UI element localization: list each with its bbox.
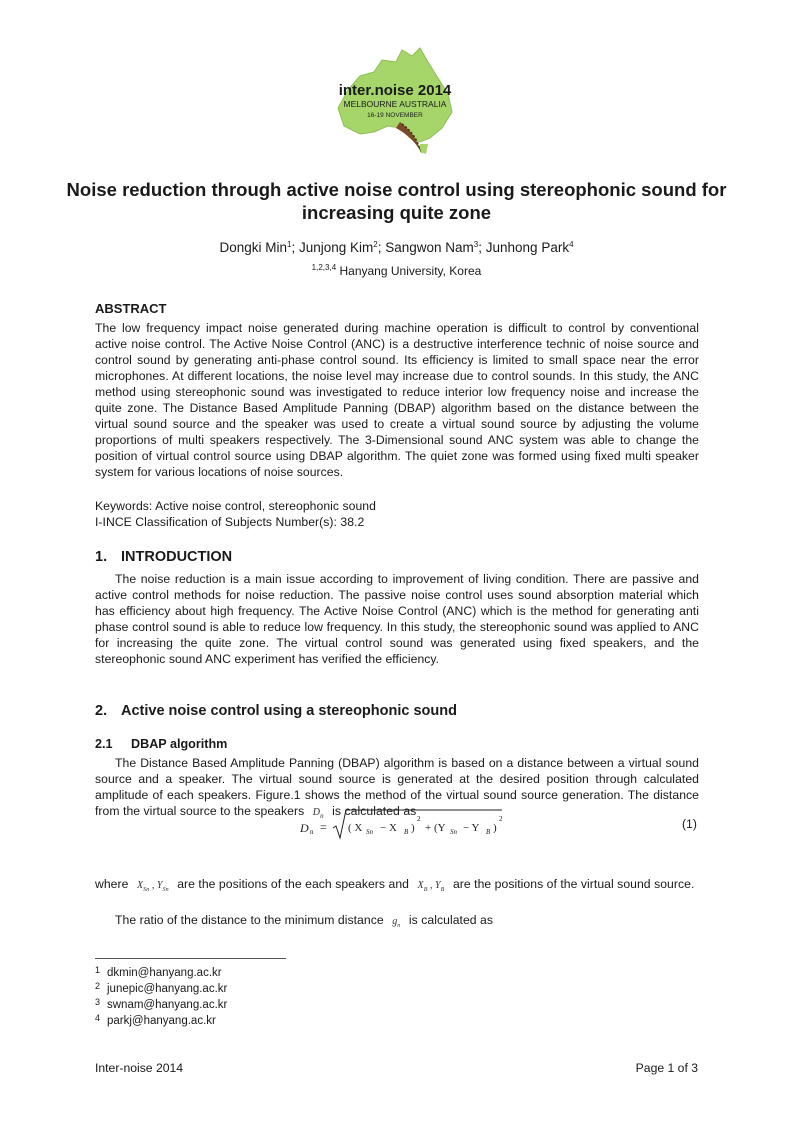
svg-text:2: 2 <box>499 815 503 823</box>
author-name: Sangwon Nam <box>385 240 474 255</box>
symbol-dn: $D_n$ <box>312 807 324 820</box>
equation-1 <box>300 806 510 847</box>
ratio-text: The ratio of the distance to the minimum distance <box>115 913 384 927</box>
symbol-xsn-ysn: $X_{Sn}$ , $Y_{Sn}$ <box>131 880 169 893</box>
section-title: INTRODUCTION <box>121 549 233 565</box>
svg-text:+ (Y: + (Y <box>425 822 446 834</box>
footer-page-number: Page 1 of 3 <box>635 1061 698 1075</box>
footnote-3: 3 swnam@hanyang.ac.kr <box>95 997 228 1011</box>
affiliation-text: Hanyang University, Korea <box>339 264 482 278</box>
section-number: 2. <box>95 703 108 719</box>
affiliation-sup: 1,2,3,4 <box>311 263 337 272</box>
dbap-text: The Distance Based Amplitude Panning (DBAP) algorithm is based on a distance between a virtual sound source and a speaker. The virtual sound source is generated at the desired position through calculated amplitude of each speakers. Figure.1 shows the method of the virtual sound source generation. The distance from the virtual source to the speakers <box>95 756 699 818</box>
conference-logo <box>330 42 460 162</box>
svg-text:B: B <box>486 828 491 836</box>
symbol-xb-yb: $X_B$ , $Y_B$ <box>412 880 445 893</box>
svg-text:): ) <box>493 822 497 834</box>
section-title: Active noise control using a stereophonic sound <box>121 703 457 719</box>
where-text: are the positions of the each speakers and <box>177 877 409 891</box>
author-name: Dongki Min <box>219 240 287 255</box>
author-sup: 4 <box>569 240 574 249</box>
svg-text:− X: − X <box>380 822 397 834</box>
footnote-email[interactable]: junepic@hanyang.ac.kr <box>107 983 228 995</box>
svg-text:B: B <box>404 828 409 836</box>
logo-dates: 16-19 NOVEMBER <box>367 112 423 119</box>
svg-text:( X: ( X <box>348 822 363 834</box>
subsection-title: DBAP algorithm <box>131 737 228 751</box>
svg-text:− Y: − Y <box>463 822 480 834</box>
svg-text:Sn: Sn <box>366 828 373 836</box>
section-heading-anc-stereo <box>95 703 457 719</box>
footnote-4: 4 parkj@hanyang.ac.kr <box>95 1013 216 1027</box>
footnote-email[interactable]: parkj@hanyang.ac.kr <box>107 1015 216 1027</box>
australia-map-icon <box>330 42 460 162</box>
ratio-paragraph <box>95 912 699 934</box>
equation-graphic <box>300 806 510 842</box>
author-sup: 1 <box>287 240 292 249</box>
footnote-email[interactable]: dkmin@hanyang.ac.kr <box>107 967 222 979</box>
subsection-heading-dbap <box>95 737 227 751</box>
footnote-divider <box>95 958 286 959</box>
where-text: where <box>95 877 129 891</box>
where-text: are the positions of the virtual sound source. <box>452 877 695 891</box>
footnote-2: 2 junepic@hanyang.ac.kr <box>95 981 228 995</box>
symbol-gn: $g_n$ <box>392 916 401 929</box>
abstract-text: The low frequency impact noise generated during machine operation is difficult to control by conventional active noise control. The Active Noise Control (ANC) is a destructive interference technic of noise source and control sound by generating anti-phase control sound. Its efficiency is limited to small space near the error microphones. At different locations, the noise level may increase due to control sounds. In this study, the ANC method using stereophonic sound was investigated to reduce interior low frequency noise and increase the quite zone. The Distance Based Amplitude Panning (DBAP) algorithm based on the distance between the virtual sound source and the speaker was used to create a virtual sound source by adjusting the volume proportions of multi speakers respectively. The 3-Dimensional sound ANC system was able to change the position of virtual control source using DBAP algorithm. The quiet zone was formed using fixed multi speaker system for various locations of noise sources. <box>95 321 699 479</box>
subsection-number: 2.1 <box>95 737 113 751</box>
classification: I-INCE Classification of Subjects Number(s): 38.2 <box>95 515 365 529</box>
svg-text:): ) <box>411 822 415 834</box>
author-sup: 3 <box>473 240 479 249</box>
dbap-text-end: is calculated as <box>332 804 417 818</box>
footnote-1: 1 dkmin@hanyang.ac.kr <box>95 965 222 979</box>
footer-conference: Inter-noise 2014 <box>95 1061 184 1075</box>
svg-text:D: D <box>300 821 309 835</box>
logo-location: MELBOURNE AUSTRALIA <box>343 99 447 109</box>
section-number: 1. <box>95 549 108 565</box>
svg-text:n: n <box>310 828 314 836</box>
section-heading-introduction <box>95 549 232 565</box>
introduction-text: The noise reduction is a main issue according to improvement of living condition. There are passive and active control methods for noise reduction. The passive noise control uses sound absorption material which has efficiency about high frequency. The Active Noise Control (ANC) which is the method for generating anti phase control sound is able to reduce low frequency. In this study, the stereophonic sound was applied to ANC for increasing the quite zone. The virtual control sound was generated using fixed speakers, and the stereophonic sound ANC experiment has verified the efficiency. <box>95 572 699 666</box>
abstract-heading: ABSTRACT <box>95 301 167 316</box>
svg-text:2: 2 <box>417 815 421 823</box>
svg-text:Sn: Sn <box>450 828 457 836</box>
equation-number: (1) <box>682 817 697 831</box>
paper-title: Noise reduction through active noise control using stereophonic sound for increasing quite zone <box>66 179 727 223</box>
where-paragraph <box>95 876 699 898</box>
author-name: Junjong Kim <box>298 240 374 255</box>
author-name: Junhong Park <box>485 240 570 255</box>
author-list: Dongki Min$^1$; Junjong Kim$^2$; Sangwon Nam$^3$; Junhong Park$^4$ <box>219 240 574 255</box>
author-sup: 2 <box>373 240 378 249</box>
affiliation <box>60 264 733 278</box>
footnote-email[interactable]: swnam@hanyang.ac.kr <box>107 999 228 1011</box>
logo-title: inter.noise 2014 <box>338 82 452 99</box>
keywords: Keywords: Active noise control, stereophonic sound <box>95 499 376 513</box>
ratio-text: is calculated as <box>408 913 494 927</box>
svg-text:=: = <box>320 820 327 834</box>
